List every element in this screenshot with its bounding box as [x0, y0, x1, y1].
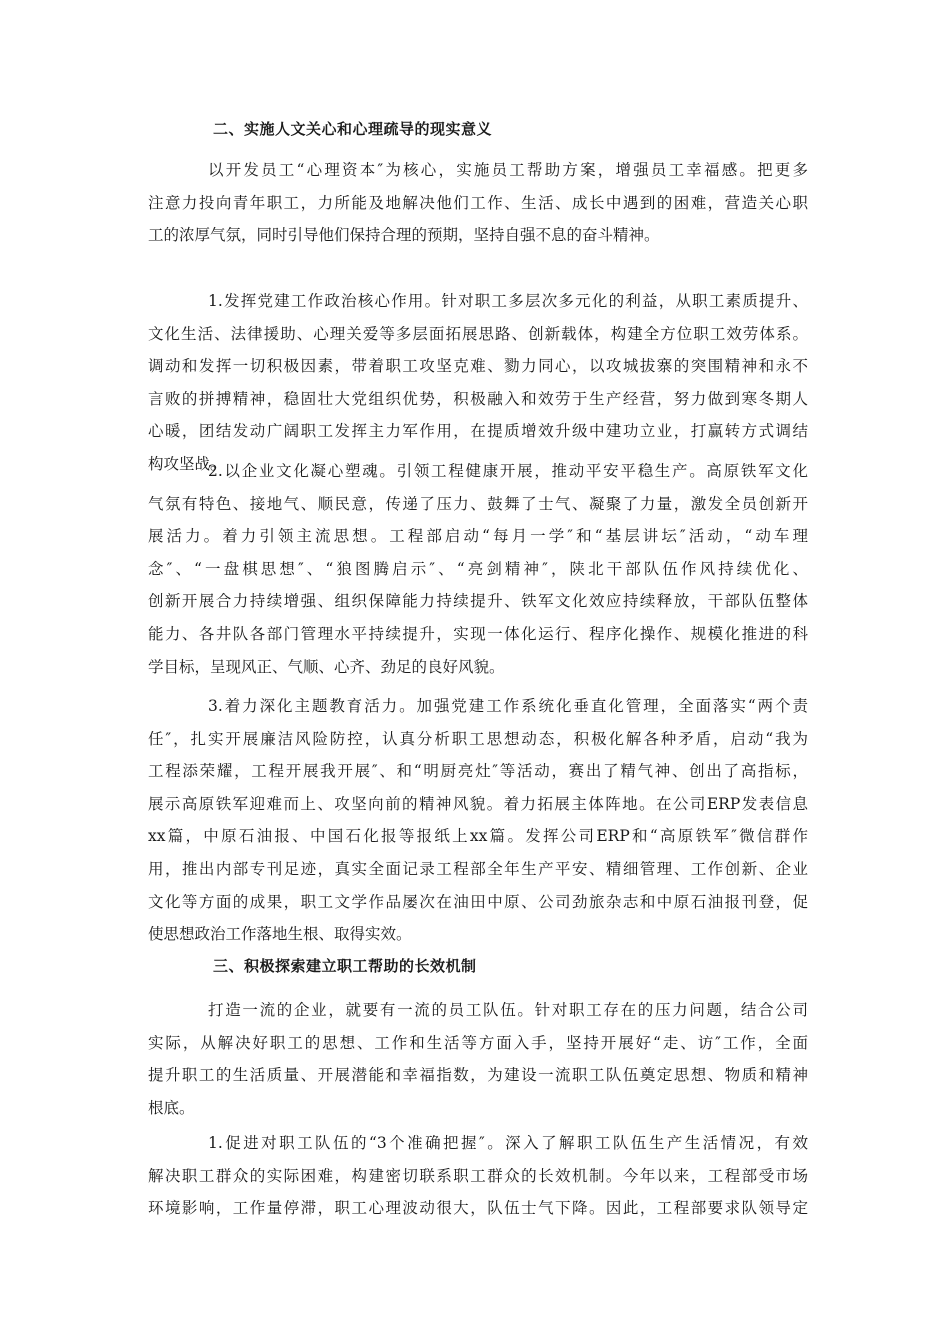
- paragraph-line: 打造一流的企业，就要有一流的员工队伍。针对职工存在的压力问题，结合公司: [208, 1001, 808, 1019]
- paragraph-line: 使思想政治工作落地生根、取得实效。: [148, 925, 412, 944]
- paragraph-line: 注意力投向青年职工，力所能及地解决他们工作、生活、成长中遇到的困难，营造关心职: [148, 193, 808, 212]
- paragraph-line: 解决职工群众的实际困难，构建密切联系职工群众的长效机制。今年以来，工程部受市场: [148, 1166, 808, 1185]
- paragraph-line: 提升职工的生活质量、开展潜能和幸福指数，为建设一流职工队伍奠定思想、物质和精神: [148, 1066, 808, 1085]
- section2-intro-paragraph: [148, 154, 808, 252]
- paragraph-line: 念″、“一盘棋思想″、“狼图腾启示″、“亮剑精神″，陕北干部队伍作风持续优化、: [148, 559, 808, 578]
- paragraph-line: 1.促进对职工队伍的“3个准确把握″。深入了解职工队伍生产生活情况，有效: [208, 1134, 808, 1152]
- section-heading-2: 二、实施人文关心和心理疏导的现实意义: [213, 120, 493, 138]
- paragraph-line: 展活力。着力引领主流思想。工程部启动“每月一学″和“基层讲坛″活动，“动车理: [148, 527, 808, 546]
- paragraph-line: 气氛有特色、接地气、顺民意，传递了压力、鼓舞了士气、凝聚了力量，激发全员创新开: [148, 494, 808, 513]
- paragraph-line: xx篇，中原石油报、中国石化报等报纸上xx篇。发挥公司ERP和“高原铁军″微信群作: [148, 827, 808, 846]
- paragraph-line: 能力、各井队各部门管理水平持续提升，实现一体化运行、程序化操作、规模化推进的科: [148, 624, 808, 643]
- paragraph-line: 创新开展合力持续增强、组织保障能力持续提升、铁军文化效应持续释放，干部队伍整体: [148, 592, 808, 611]
- section2-item3-paragraph: [148, 690, 808, 951]
- paragraph-line: 用，推出内部专刊足迹，真实全面记录工程部全年生产平安、精细管理、工作创新、企业: [148, 859, 808, 878]
- paragraph-line: 展示高原铁军迎难而上、攻坚向前的精神风貌。着力拓展主体阵地。在公司ERP发表信息: [148, 794, 808, 813]
- paragraph-line: 实际，从解决好职工的思想、工作和生活等方面入手，坚持开展好“走、访″工作，全面: [148, 1033, 808, 1052]
- section3-item1-paragraph: [148, 1127, 808, 1225]
- paragraph-line: 2.以企业文化凝心塑魂。引领工程健康开展，推动平安平稳生产。高原铁军文化: [208, 462, 808, 480]
- section2-item1-paragraph: [148, 285, 808, 481]
- paragraph-line: 工程添荣耀，工程开展我开展″、和“明厨亮灶″等活动，赛出了精气神、创出了高指标，: [148, 762, 808, 781]
- paragraph-line: 3.着力深化主题教育活力。加强党建工作系统化垂直化管理，全面落实“两个责: [208, 697, 808, 715]
- paragraph-line: 文化等方面的成果，职工文学作品屡次在油田中原、公司劲旅杂志和中原石油报刊登，促: [148, 892, 808, 911]
- paragraph-line: 环境影响，工作量停滞，职工心理波动很大，队伍士气下降。因此，工程部要求队领导定: [148, 1199, 808, 1218]
- paragraph-line: 心暖，团结发动广阔职工发挥主力军作用，在提质增效升级中建功立业，打赢转方式调结: [148, 422, 808, 441]
- paragraph-line: 任″，扎实开展廉洁风险防控，认真分析职工思想动态，积极化解各种矛盾，启动“我为: [148, 729, 808, 748]
- section-heading-3: 三、积极探索建立职工帮助的长效机制: [213, 957, 477, 975]
- section2-item2-paragraph: [148, 455, 808, 683]
- paragraph-line: 调动和发挥一切积极因素，带着职工攻坚克难、勠力同心，以攻城拔寨的突围精神和永不: [148, 357, 808, 376]
- paragraph-line: 1.发挥党建工作政治核心作用。针对职工多层次多元化的利益，从职工素质提升、: [208, 292, 808, 310]
- paragraph-line: 工的浓厚气氛，同时引导他们保持合理的预期，坚持自强不息的奋斗精神。: [148, 226, 660, 245]
- paragraph-line: 学目标，呈现风正、气顺、心齐、劲足的良好风貌。: [148, 657, 505, 676]
- paragraph-line: 言败的拼搏精神，稳固壮大党组织优势，积极融入和效劳于生产经营，努力做到寒冬期人: [148, 389, 808, 408]
- paragraph-line: 根底。: [148, 1098, 195, 1117]
- paragraph-line: 构攻坚战。: [148, 454, 226, 473]
- section3-intro-paragraph: [148, 994, 808, 1124]
- paragraph-line: 文化生活、法律援助、心理关爱等多层面拓展思路、创新载体，构建全方位职工效劳体系。: [148, 324, 808, 343]
- paragraph-line: 以开发员工“心理资本″为核心，实施员工帮助方案，增强员工幸福感。把更多: [208, 161, 808, 179]
